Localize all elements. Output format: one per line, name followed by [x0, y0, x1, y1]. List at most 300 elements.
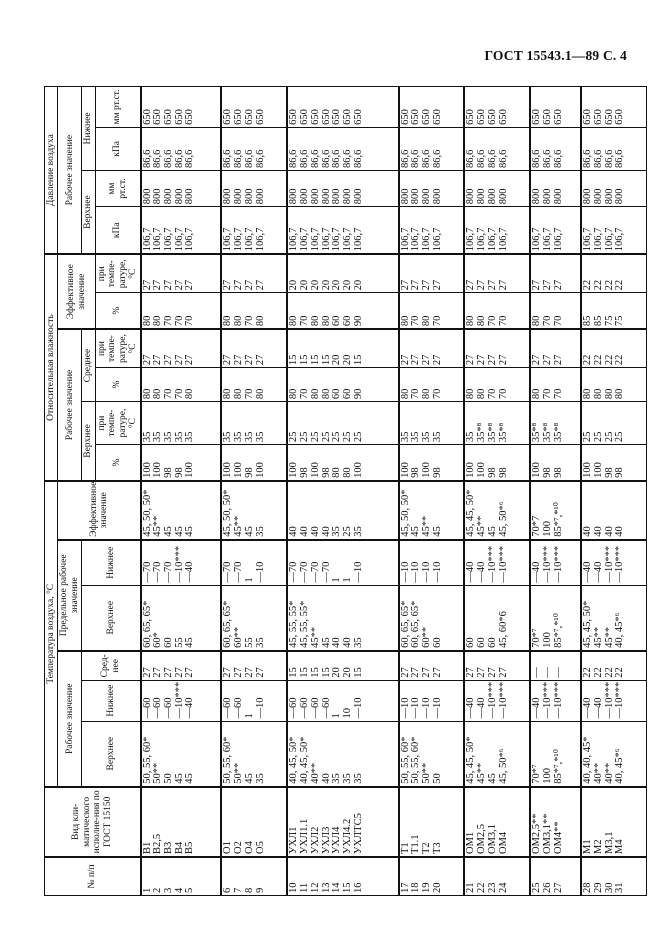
cell-value: 86,6 [309, 149, 321, 168]
cell-value: 106,7 [486, 227, 498, 252]
cell-value: 70 [173, 388, 185, 400]
cell-value: В4 [173, 841, 185, 854]
row-number [464, 857, 530, 896]
cell-value: 70 [173, 315, 185, 327]
cell-value: 40** [592, 762, 604, 784]
cell-value: 1 [331, 713, 343, 719]
hum-effective-pct [141, 293, 222, 329]
cell-value: 650 [162, 109, 174, 125]
climate-kind [581, 787, 646, 857]
col-header-hum-eff-pct: % [95, 293, 140, 329]
cell-value: —10 [420, 561, 432, 583]
cell-value: 70 [497, 388, 509, 400]
cell-value: — [552, 667, 564, 678]
cell-value: 50 [162, 773, 174, 784]
cell-value: 20 [299, 279, 311, 291]
cell-value: 70 [162, 315, 174, 327]
cell-value: 80 [531, 315, 543, 327]
cell-value: 86,6 [331, 149, 343, 168]
temp-limit-lower [399, 540, 465, 585]
press-upper-mm [530, 170, 581, 206]
cell-value: 650 [184, 109, 196, 125]
cell-value: 35 [352, 526, 364, 537]
cell-value: 86,6 [243, 149, 255, 168]
cell-value: 15 [320, 667, 332, 678]
cell-value: 45, 55, 55* [288, 600, 300, 648]
cell-value: —10*** [486, 681, 498, 719]
col-header-press-up-kpa: кПа [95, 207, 140, 255]
row-number [399, 857, 465, 896]
cell-value: В2,5 [152, 833, 164, 854]
press-lower-kpa [141, 127, 222, 170]
cell-value: —60 [162, 697, 174, 719]
cell-value: 40, 45, 50* [299, 736, 311, 784]
temp-work-middle [141, 651, 222, 680]
cell-value: —60 [320, 697, 332, 719]
cell-value: 45** [476, 515, 488, 537]
cell-value: 1 [341, 577, 353, 583]
cell-value: 800 [222, 188, 234, 205]
cell-value: 45 [486, 526, 498, 537]
cell-value: 40 [603, 526, 615, 537]
rotated-table-wrapper [44, 86, 647, 896]
temp-limit-upper [287, 585, 398, 651]
cell-value: 27 [162, 667, 174, 678]
col-header-kind: Вид кли-матического исполне-ния по ГОСТ 15150 [45, 787, 141, 857]
hum-middle-pct [287, 368, 398, 402]
cell-value: 45 [486, 773, 498, 784]
cell-value: 35 [222, 431, 234, 443]
cell-value: 800 [309, 188, 321, 205]
cell-value: 86,6 [465, 149, 477, 168]
cell-value: —10 [254, 697, 266, 719]
col-header-press-lo-mm: мм рт.ст. [95, 87, 140, 128]
temp-work-upper [221, 721, 287, 787]
cell-value: 80 [582, 388, 594, 400]
cell-value: 650 [309, 109, 321, 125]
cell-value: 106,7 [614, 227, 626, 252]
cell-value: 27 [431, 354, 443, 366]
cell-value: 650 [486, 109, 498, 125]
temp-work-middle [287, 651, 398, 680]
cell-value: 106,7 [341, 227, 353, 252]
cell-value: 45** [603, 626, 615, 648]
cell-value: 650 [243, 109, 255, 125]
cell-value: УХЛТС5 [352, 813, 364, 854]
cell-value: 1 [141, 887, 153, 893]
cell-value: 35*⁸ [542, 422, 554, 443]
cell-value: 45** [476, 762, 488, 784]
cell-value: 22 [603, 667, 615, 678]
cell-value: 80 [399, 388, 411, 400]
cell-value: —60 [299, 697, 311, 719]
cell-value: 106,7 [476, 227, 488, 252]
hum-upper-pct [221, 445, 287, 481]
cell-value: 35 [431, 431, 443, 443]
cell-value: 23 [486, 882, 498, 893]
cell-value: 70 [431, 315, 443, 327]
cell-value: 80 [420, 388, 432, 400]
cell-value: 650 [465, 109, 477, 125]
cell-value: 70 [299, 315, 311, 327]
hum-middle-pct [141, 368, 222, 402]
cell-value: 22 [603, 279, 615, 291]
cell-value: 650 [582, 109, 594, 125]
press-upper-kpa [287, 207, 398, 255]
cell-value: 35 [420, 431, 432, 443]
cell-value: 80 [465, 315, 477, 327]
cell-value: 106,7 [233, 227, 245, 252]
cell-value: —10 [399, 697, 411, 719]
cell-value: 800 [152, 188, 164, 205]
cell-value: 15 [352, 667, 364, 678]
cell-value: 85*⁷,*¹⁰ [552, 502, 564, 537]
cell-value: 35*⁸ [552, 422, 564, 443]
cell-value: —40 [582, 697, 594, 719]
cell-value: 100 [592, 462, 604, 478]
cell-value: 106,7 [552, 227, 564, 252]
press-upper-mm [464, 170, 530, 206]
cell-value: 650 [299, 109, 311, 125]
cell-value: 45 [173, 526, 185, 537]
cell-value: 70*7 [531, 515, 543, 537]
cell-value: 45, 45, 50* [465, 489, 477, 537]
cell-value: 106,7 [603, 227, 615, 252]
cell-value: 11 [299, 882, 311, 893]
cell-value: УХЛ3 [320, 826, 332, 854]
cell-value: 100 [141, 462, 153, 478]
cell-value: М2 [592, 839, 604, 854]
cell-value: 86,6 [497, 149, 509, 168]
cell-value: 22 [582, 354, 594, 366]
cell-value: Т2 [420, 842, 432, 854]
cell-value: 98 [320, 467, 332, 478]
cell-value: —70 [320, 561, 332, 583]
cell-value: 27 [184, 354, 196, 366]
col-header-press-upper: Верхнее [82, 170, 95, 254]
cell-value: М3,1 [603, 831, 615, 854]
cell-value: 106,7 [173, 227, 185, 252]
climate-kind [399, 787, 465, 857]
cell-value: 27 [465, 354, 477, 366]
hum-upper-pct [581, 445, 646, 481]
temp-effective [581, 481, 646, 540]
cell-value: 86,6 [582, 149, 594, 168]
cell-value: 80 [288, 315, 300, 327]
cell-value: 27 [420, 667, 432, 678]
cell-value: 35 [152, 431, 164, 443]
cell-value: 27 [152, 667, 164, 678]
cell-value: ОМ4 [497, 831, 509, 854]
cell-value: 27 [243, 667, 255, 678]
cell-value: —10*** [497, 681, 509, 719]
cell-value: —10 [352, 697, 364, 719]
cell-value: 15 [288, 354, 300, 366]
cell-value: 50, 55, 60* [410, 736, 422, 784]
cell-value: 35 [243, 431, 255, 443]
cell-value: 22 [603, 354, 615, 366]
cell-value: 22 [614, 279, 626, 291]
cell-value: 86,6 [410, 149, 422, 168]
col-header-hum-mid-temp: при темпе-ратуре, °С [95, 329, 140, 368]
cell-value: 106,7 [410, 227, 422, 252]
cell-value: 27 [420, 279, 432, 291]
cell-value: 800 [243, 188, 255, 205]
cell-value: УХЛ4 [331, 826, 343, 854]
hum-upper-temp [399, 402, 465, 445]
cell-value: 800 [173, 188, 185, 205]
temp-limit-upper [221, 585, 287, 651]
cell-value: 35*⁸ [531, 422, 543, 443]
table-row-group [221, 87, 287, 896]
cell-value: 27 [399, 354, 411, 366]
cell-value: 650 [141, 109, 153, 125]
cell-value: 45** [309, 626, 321, 648]
cell-value: 25 [288, 431, 300, 443]
cell-value: —70 [222, 561, 234, 583]
cell-value: 27 [431, 667, 443, 678]
cell-value: 86,6 [299, 149, 311, 168]
cell-value: 40 [299, 526, 311, 537]
cell-value: 45** [152, 515, 164, 537]
cell-value: 18 [410, 882, 422, 893]
cell-value: 800 [531, 188, 543, 205]
cell-value: 106,7 [542, 227, 554, 252]
cell-value: 35*⁸ [476, 422, 488, 443]
press-upper-kpa [141, 207, 222, 255]
table-row-group [141, 87, 222, 896]
cell-value: 27 [141, 667, 153, 678]
hum-middle-temp [399, 329, 465, 368]
cell-value: 80 [476, 315, 488, 327]
cell-value: —10*** [603, 681, 615, 719]
cell-value: 800 [465, 188, 477, 205]
cell-value: 40, 45, 50* [288, 736, 300, 784]
cell-value: 650 [399, 109, 411, 125]
cell-value: 70*⁷ [531, 764, 543, 784]
hum-upper-temp [581, 402, 646, 445]
press-upper-mm [581, 170, 646, 206]
cell-value: 86,6 [614, 149, 626, 168]
cell-value: 80 [141, 315, 153, 327]
cell-value: 86,6 [233, 149, 245, 168]
cell-value: 20 [320, 279, 332, 291]
cell-value: 27 [254, 354, 266, 366]
cell-value: 70 [431, 388, 443, 400]
cell-value: 25 [592, 431, 604, 443]
cell-value: 25 [582, 431, 594, 443]
cell-value: 4 [173, 887, 185, 893]
temp-work-lower [464, 680, 530, 721]
cell-value: 45 [184, 773, 196, 784]
cell-value: 650 [254, 109, 266, 125]
col-header-temp-lim-upper: Верхнее [82, 585, 141, 651]
cell-value: 27 [162, 354, 174, 366]
cell-value: 98 [243, 467, 255, 478]
cell-value: 35 [331, 773, 343, 784]
cell-value: 27 [531, 354, 543, 366]
cell-value: 40 [320, 773, 332, 784]
temp-limit-lower [221, 540, 287, 585]
cell-value: 27 [476, 279, 488, 291]
cell-value: 70 [542, 315, 554, 327]
cell-value: 17 [399, 882, 411, 893]
cell-value: 800 [233, 188, 245, 205]
cell-value: —60 [152, 697, 164, 719]
press-lower-mm [530, 87, 581, 128]
cell-value: 86,6 [420, 149, 432, 168]
cell-value: 80 [331, 467, 343, 478]
cell-value: 27 [431, 279, 443, 291]
cell-value: 27 [184, 279, 196, 291]
cell-value: 60, 65, 65* [141, 600, 153, 648]
row-number [530, 857, 581, 896]
cell-value: 98 [162, 467, 174, 478]
temp-effective [399, 481, 465, 540]
hum-upper-temp [464, 402, 530, 445]
cell-value: 45** [233, 515, 245, 537]
cell-value: 650 [476, 109, 488, 125]
cell-value: 35*⁸ [486, 422, 498, 443]
cell-value: 27 [465, 279, 477, 291]
col-header-temp-lim-lower: Нижнее [82, 540, 141, 585]
table-row-group [287, 87, 398, 896]
cell-value: 1 [243, 577, 255, 583]
cell-value: 45** [420, 515, 432, 537]
cell-value: 80 [531, 388, 543, 400]
cell-value: —10 [410, 561, 422, 583]
cell-value: 90 [352, 388, 364, 400]
cell-value: 650 [614, 109, 626, 125]
temp-work-lower [141, 680, 222, 721]
cell-value: 70 [486, 388, 498, 400]
cell-value: 70 [552, 388, 564, 400]
hum-effective-temp [287, 254, 398, 293]
cell-value: 106,7 [320, 227, 332, 252]
hum-effective-temp [141, 254, 222, 293]
press-lower-kpa [221, 127, 287, 170]
cell-value: 27 [465, 667, 477, 678]
col-header-hum-eff-temp: при темпе-ратуре, °С [95, 254, 140, 293]
cell-value: 22 [592, 354, 604, 366]
cell-value: 800 [552, 188, 564, 205]
cell-value: 27 [552, 279, 564, 291]
cell-value: 1 [331, 577, 343, 583]
row-number [221, 857, 287, 896]
cell-value: 650 [531, 109, 543, 125]
cell-value: 27 [222, 354, 234, 366]
cell-value: 40 [331, 637, 343, 648]
cell-value: —10*** [614, 681, 626, 719]
temp-limit-lower [581, 540, 646, 585]
row-number [141, 857, 222, 896]
climate-kind [221, 787, 287, 857]
cell-value: 45, 50, 50* [399, 489, 411, 537]
cell-value: 100 [465, 462, 477, 478]
cell-value: 650 [331, 109, 343, 125]
cell-value: 100 [542, 521, 554, 537]
cell-value: 40 [592, 526, 604, 537]
cell-value: 35 [352, 773, 364, 784]
cell-value: 19 [420, 882, 432, 893]
cell-value: 650 [603, 109, 615, 125]
cell-value: 45 [410, 526, 422, 537]
hum-upper-temp [530, 402, 581, 445]
temp-work-upper [141, 721, 222, 787]
cell-value: 45, 55, 55* [299, 600, 311, 648]
temp-work-lower [221, 680, 287, 721]
cell-value: 800 [603, 188, 615, 205]
cell-value: 15 [288, 667, 300, 678]
cell-value: —40 [465, 697, 477, 719]
hum-upper-pct [464, 445, 530, 481]
cell-value: 80 [592, 388, 604, 400]
cell-value: 15 [309, 354, 321, 366]
cell-value: 106,7 [222, 227, 234, 252]
cell-value: 27 [173, 354, 185, 366]
cell-value: 50, 55, 60* [141, 736, 153, 784]
press-lower-mm [221, 87, 287, 128]
cell-value: 45 [162, 526, 174, 537]
col-header-temp-work-middle: Сред-нее [82, 651, 141, 680]
cell-value: 6 [222, 887, 234, 893]
cell-value: 106,7 [352, 227, 364, 252]
cell-value: 800 [497, 188, 509, 205]
press-upper-kpa [530, 207, 581, 255]
cell-value: 25 [320, 431, 332, 443]
cell-value: 106,7 [531, 227, 543, 252]
temp-limit-lower [464, 540, 530, 585]
cell-value: 45, 50, 50* [141, 489, 153, 537]
cell-value: 40, 45*⁶ [614, 748, 626, 784]
cell-value: 60 [162, 637, 174, 648]
table-row-group [530, 87, 581, 896]
cell-value: 100 [184, 462, 196, 478]
cell-value: 35 [254, 431, 266, 443]
cell-value: 98 [486, 467, 498, 478]
hum-effective-pct [530, 293, 581, 329]
cell-value: 106,7 [243, 227, 255, 252]
cell-value: О4 [243, 841, 255, 854]
cell-value: 800 [592, 188, 604, 205]
temp-work-upper [581, 721, 646, 787]
press-lower-kpa [581, 127, 646, 170]
cell-value: —40 [465, 561, 477, 583]
cell-value: 100 [152, 462, 164, 478]
cell-value: 16 [352, 882, 364, 893]
col-header-hum-upper: Верхнее [82, 402, 95, 481]
temp-work-upper [287, 721, 398, 787]
cell-value: 27 [222, 667, 234, 678]
cell-value: 80 [603, 388, 615, 400]
cell-value: 650 [592, 109, 604, 125]
col-group-humidity: Относительная влажность [45, 254, 58, 481]
cell-value: 80 [320, 388, 332, 400]
cell-value: 2 [152, 887, 164, 893]
cell-value: 45, 50*⁶ [497, 748, 509, 784]
col-header-press-working: Рабочее значение [58, 87, 82, 255]
col-group-pressure: Давление воздуха [45, 87, 58, 255]
cell-value: 27 [173, 279, 185, 291]
cell-value: 800 [162, 188, 174, 205]
cell-value: М4 [614, 839, 626, 854]
cell-value: 35 [254, 637, 266, 648]
cell-value: 86,6 [531, 149, 543, 168]
temp-effective [530, 481, 581, 540]
cell-value: —60 [233, 697, 245, 719]
cell-value: 60, 65, 65* [399, 600, 411, 648]
cell-value: 35 [352, 637, 364, 648]
